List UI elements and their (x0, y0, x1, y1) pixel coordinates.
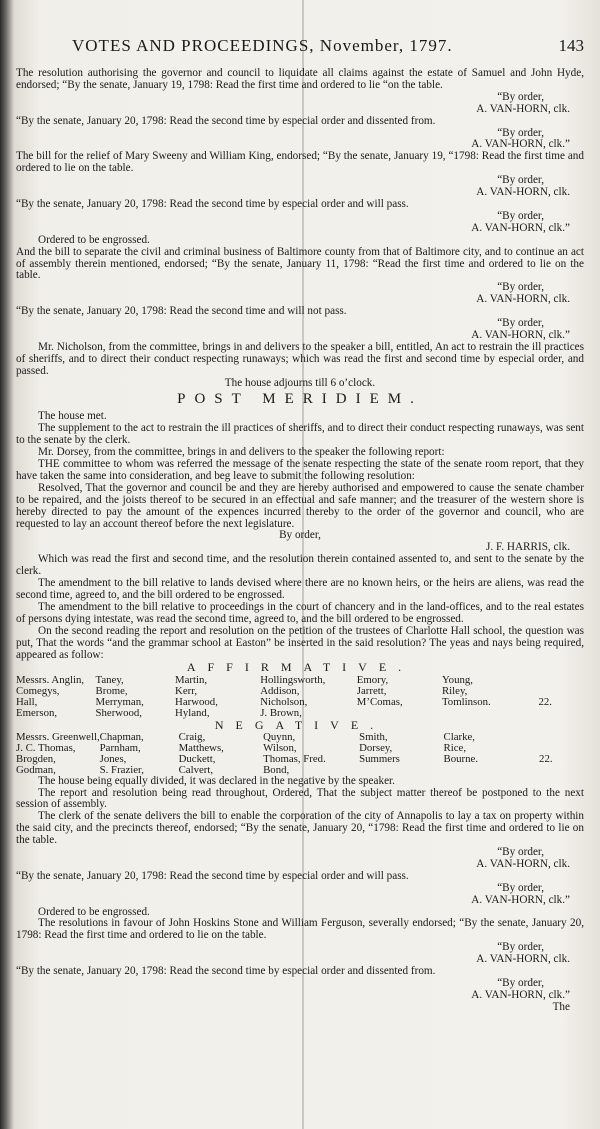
member-name: Sherwood, (95, 706, 142, 719)
member-name: J. C. Thomas, (16, 742, 76, 755)
member-name: Nicholson, (260, 695, 308, 708)
member-name: Comegys, (16, 685, 60, 698)
member-name: Bond, (263, 763, 290, 776)
member-name: Addison, (260, 685, 300, 698)
member-name: J. Brown, (260, 706, 302, 719)
member-name: Craig, (178, 731, 206, 744)
clerk-signature: The (552, 1000, 570, 1013)
member-name: Rice, (443, 742, 467, 755)
member-name: Merryman, (95, 695, 144, 708)
paragraph: THE committee to whom was referred the message of the senate respecting the state of the senate room report, that they have taken the same into consideration, and beg leave to submit the following resolution: (16, 458, 584, 482)
clerk-signature: A. VAN-HORN, clk.” (471, 328, 570, 341)
clerk-signature: A. VAN-HORN, clk. (476, 186, 570, 199)
paragraph: The clerk of the senate delivers the bill to enable the corporation of the city of Annapolis to lay a tax on property within the said city, and the precincts thereof, endorsed; “By the senate, January 20, “1798: Read the first time and ordered to lie on the table. (16, 810, 584, 847)
order-line: “By order, (497, 846, 544, 859)
negative-names-table (16, 732, 584, 775)
vote-record (16, 662, 584, 775)
clerk-signature: A. VAN-HORN, clk.” (471, 221, 570, 234)
paragraph: On the second reading the report and resolution on the petition of the trustees of Charlotte Hall school, the question was put, That the words “and the grammar school at Easton” be inserted in the said resolution? The yeas and nays being required, appeared as follow: (16, 624, 584, 661)
paragraph: The report and resolution being read throughout, Ordered, That the subject matter thereof be postponed to the next session of assembly. (16, 786, 584, 811)
order-line: “By order, (497, 174, 544, 187)
member-name: Calvert, (178, 763, 214, 776)
name-row (16, 708, 584, 719)
member-name: Kerr, (175, 685, 198, 698)
member-name (539, 708, 585, 719)
member-name: 22. (538, 695, 552, 708)
paragraph: The house met. (38, 410, 107, 423)
clerk-signature: A. VAN-HORN, clk.” (471, 138, 570, 151)
member-name: Messrs. Greenwell, (16, 731, 100, 744)
member-name: Brogden, (16, 753, 56, 765)
member-name: Jones, (99, 753, 127, 765)
morning-proceedings (16, 68, 584, 389)
member-name: Hyland, (175, 706, 210, 719)
paragraph: Mr. Nicholson, from the committee, brings in and delivers to the speaker a bill, entitled, An act to restrain the ill practices of sheriffs, and to direct their conduct respecting runaways; which was read the first and second time by especial order, and passed. (16, 340, 584, 377)
member-name: Brome, (95, 685, 128, 698)
clerk-signature: A. VAN-HORN, clk. (476, 102, 570, 115)
paragraph: The bill for the relief of Mary Sweeny and William King, endorsed; “By the senate, January 19, “1798: Read the first time and ordered to lie on the table. (16, 150, 584, 175)
member-name: Smith, (359, 731, 388, 744)
member-name: Hall, (16, 695, 38, 708)
member-name (539, 675, 585, 686)
member-name (444, 765, 540, 776)
clerk-signature: A. VAN-HORN, clk.” (471, 988, 570, 1001)
order-line: “By order, (497, 281, 544, 294)
order-line: By order, (279, 529, 321, 542)
member-name (442, 708, 539, 719)
clerk-signature: J. F. HARRIS, clk. (486, 541, 570, 554)
paragraph: “By the senate, January 20, 1798: Read the second time by especial order and dissented from. (16, 965, 436, 978)
page-number: 143 (558, 36, 584, 55)
member-name: M’Comas, (356, 695, 403, 708)
section-heading: POST MERIDIEM. (177, 391, 423, 408)
member-name: Dorsey, (359, 742, 393, 755)
order-line: “By order, (497, 209, 544, 222)
paragraph: The resolution authorising the governor and council to liquidate all claims against the estate of Samuel and John Hyde, endorsed; “By the senate, January 19, 1798: Read the first time and ordered to lie “on the table. (16, 67, 584, 91)
member-name: Godman, (16, 763, 56, 776)
order-line: “By order, (497, 90, 544, 103)
member-name: Tomlinson. (441, 695, 491, 708)
afternoon-proceedings (16, 411, 584, 661)
paragraph: Resolved, That the governor and council be and they are hereby authorised and empowered to cause the senate chamber to be repaired, and the joists thereof to be secured in an effectual and safe manner; and the treasurer of the western shore is hereby directed to pay the amount of the expences incurred thereby to the order of the governor and council, who are requested to lay an account thereof before the next legislature. (16, 481, 584, 530)
paragraph: “By the senate, January 20, 1798: Read the second time by especial order and will pass. (16, 869, 409, 882)
closing-proceedings (16, 776, 584, 1014)
member-name (359, 765, 443, 776)
member-name: S. Frazier, (99, 763, 144, 776)
member-name: Clarke, (443, 731, 476, 744)
paragraph: “By the senate, January 20, 1798: Read the second time by especial order and will pass. (16, 197, 409, 210)
paragraph: Which was read the first and second time, and the resolution therein contained assented to, and sent to the senate by the clerk. (16, 553, 584, 578)
paragraph: Ordered to be engrossed. (38, 905, 150, 918)
member-name: Matthews, (178, 742, 224, 755)
paragraph: And the bill to separate the civil and criminal business of Baltimore county from that of Baltimore city, and to continue an act of assembly therein mentioned, endorsed; “By the senate, January 11, 1798: “Read the first time and ordered to lie on the table. (16, 245, 584, 282)
paragraph: The supplement to the act to restrain the ill practices of sheriffs, and to direct their conduct respecting runaways, was sent to the senate by the clerk. (16, 422, 584, 447)
order-line: “By order, (497, 941, 544, 954)
page-header (16, 36, 584, 62)
paragraph: The amendment to the bill relative to proceedings in the court of chancery and in the land-offices, and to the real estates of persons dying intestate, was read the second time, agreed to, and the bill ordered to be engrossed. (16, 600, 584, 625)
affirmative-names-table (16, 675, 584, 718)
member-name: Bourne. (443, 753, 479, 765)
member-name: Harwood, (175, 695, 218, 708)
negative-heading: NEGATIVE. (214, 717, 386, 732)
member-name (539, 765, 584, 776)
member-name: Wilson, (263, 742, 297, 755)
clerk-signature: A. VAN-HORN, clk. (476, 293, 570, 306)
paragraph: “By the senate, January 20, 1798: Read the second time and will not pass. (16, 305, 347, 318)
paragraph: The resolutions in favour of John Hoskins Stone and William Ferguson, severally endorsed; “By the senate, January 20, 1798: Read the first time and ordered to lie on the table. (16, 917, 584, 942)
paragraph: The amendment to the bill relative to lands devised where there are no known heirs, or the heirs are aliens, was read the second time, agreed to, and the bill ordered to be engrossed. (16, 577, 584, 601)
member-name: Duckett, (178, 753, 216, 765)
order-line: The house adjourns till 6 o’clock. (224, 376, 376, 389)
member-name: Martin, (175, 674, 208, 687)
member-name: Parnham, (99, 742, 141, 755)
clerk-signature: A. VAN-HORN, clk.” (471, 893, 570, 906)
member-name: Hollingsworth, (260, 674, 326, 687)
member-name (539, 732, 584, 743)
running-title: VOTES AND PROCEEDINGS, November, 1797. (72, 36, 453, 55)
member-name: Quynn, (263, 731, 296, 744)
member-name: Young, (441, 674, 473, 687)
member-name: 22. (539, 753, 553, 765)
member-name: Messrs. Anglin, (16, 674, 85, 687)
member-name: Riley, (441, 685, 468, 698)
order-line: “By order, (497, 977, 544, 989)
order-line: “By order, (497, 317, 544, 330)
clerk-signature: A. VAN-HORN, clk. (476, 857, 570, 870)
affirmative-heading: AFFIRMATIVE. (186, 660, 414, 675)
member-name: Emory, (356, 674, 389, 687)
member-name: Emerson, (16, 706, 58, 719)
name-row (16, 765, 584, 776)
member-name: Summers (359, 753, 400, 765)
member-name (357, 708, 442, 719)
page-body (16, 68, 584, 1014)
order-line: “By order, (497, 881, 544, 894)
paragraph: Mr. Dorsey, from the committee, brings in and delivers to the speaker the following report: (38, 446, 445, 459)
member-name: Jarrett, (356, 685, 387, 698)
member-name: Chapman, (99, 731, 144, 744)
paragraph: Ordered to be engrossed. (38, 233, 150, 246)
order-line: “By order, (497, 126, 544, 139)
paragraph: “By the senate, January 20, 1798: Read the second time by especial order and dissented from. (16, 114, 436, 127)
paragraph: The house being equally divided, it was declared in the negative by the speaker. (38, 774, 395, 787)
member-name: Taney, (95, 674, 124, 687)
member-name: Thomas, Fred. (263, 753, 326, 765)
clerk-signature: A. VAN-HORN, clk. (476, 953, 570, 966)
